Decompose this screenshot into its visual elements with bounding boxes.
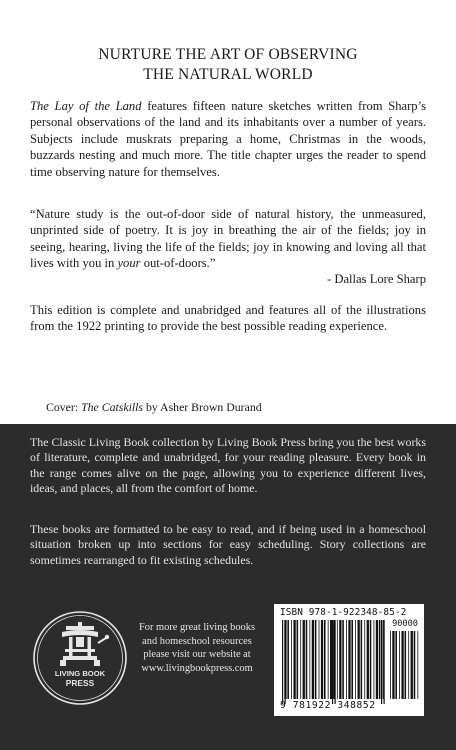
isbn-text: ISBN 978-1-922348-85-2 (280, 607, 407, 618)
promo-line-3: please visit our website at (143, 649, 251, 661)
promo-website: www.livingbookpress.com (141, 662, 253, 674)
book-title: The Lay of the Land (30, 99, 142, 113)
quote-text-1: “Nature study is the out-of-door side of natural history, the unmeasured, unprinted side of poetry. It is joy in breathing the air of the fields; joy in seeing, hearing, living the life of the fields; joy in knowing and loving all that lives with you in (30, 207, 426, 271)
press-logo-icon (32, 610, 128, 706)
barcode-digits: 9 781922 348852 (280, 700, 376, 711)
quote-emphasis: your (117, 256, 141, 271)
headline (0, 45, 456, 85)
promo-line-2: and homeschool resources (142, 635, 252, 647)
cover-painting-title: The Catskills (81, 400, 144, 414)
cover-artist: by Asher Brown Durand (143, 400, 262, 414)
description-text: features fifteen nature sketches written from Sharp’s personal observations of the land and its inhabitants over a number of years. Subjects include muskrats preparing a home, Christmas in the woods, buzzards nesting and much more. The title chapter urges the reader to spend time observing nature for themselves. (30, 99, 426, 179)
logo-text-line-1: LIVING BOOK (54, 669, 106, 678)
barcode-addon-digits: 90000 (392, 619, 418, 629)
website-promo (130, 621, 264, 675)
collection-paragraph: The Classic Living Book collection by Living Book Press bring you the best works of literature, complete and unabridged, for your reading pleasure. Every book in the range comes alive on the page, allowing you to experience different lives, ideas, and places, all from the comfort of home. (30, 435, 426, 496)
format-paragraph: These books are formatted to be easy to read, and if being used in a homeschool situation broken up into sections for easy scheduling. Story collections are sometimes rearranged to fit existing schedules. (30, 522, 426, 567)
publisher-logo (32, 610, 128, 706)
bottom-panel (0, 424, 456, 750)
quote-text-2: out-of-doors.” (140, 256, 216, 271)
description-paragraph (30, 98, 426, 180)
promo-line-1: For more great living books (138, 622, 255, 633)
edition-paragraph: This edition is complete and unabridged and features all of the illustrations from the 1922 printing to provide the best possible reading experience. (30, 303, 426, 334)
cover-credit (46, 400, 262, 415)
logo-text-line-2: PRESS (65, 678, 95, 688)
headline-line-1: NURTURE THE ART OF OBSERVING (98, 46, 358, 63)
headline-line-2: THE NATURAL WORLD (143, 66, 313, 83)
isbn-barcode (274, 604, 424, 716)
quote-attribution: - Dallas Lore Sharp (327, 272, 426, 286)
cover-label: Cover: (46, 400, 82, 414)
quote-paragraph (30, 206, 426, 272)
